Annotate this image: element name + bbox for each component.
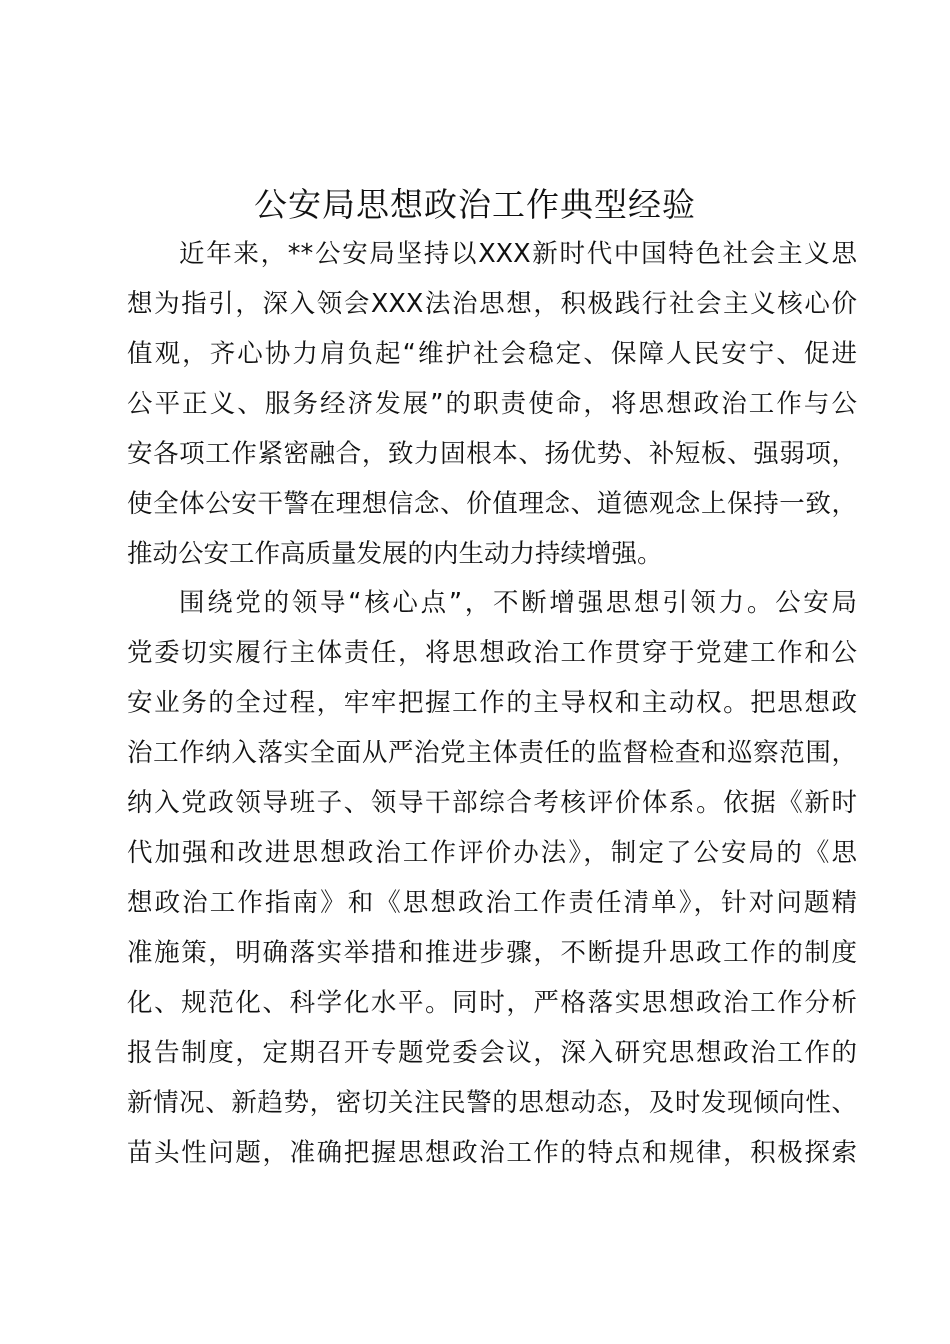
paragraph-line: 纳入党政领导班子、领导干部综合考核评价体系。依据《新时 [127,788,857,818]
paragraph-line: 使全体公安干警在理想信念、价值理念、道德观念上保持一致， [127,489,857,519]
paragraph-line: 化、规范化、科学化水平。同时，严格落实思想政治工作分析 [127,988,857,1018]
paragraph-line: 报告制度，定期召开专题党委会议，深入研究思想政治工作的 [127,1038,857,1068]
paragraph-line: 公平正义、服务经济发展”的职责使命，将思想政治工作与公 [127,389,857,419]
paragraph-line: 想政治工作指南》和《思想政治工作责任清单》，针对问题精 [127,888,857,918]
paragraph-line: 党委切实履行主体责任，将思想政治工作贯穿于党建工作和公 [127,638,857,668]
paragraph-line: 苗头性问题，准确把握思想政治工作的特点和规律，积极探索 [127,1138,857,1168]
paragraph-line: 值观，齐心协力肩负起“维护社会稳定、保障人民安宁、促进 [127,339,857,369]
paragraph-line: 安各项工作紧密融合，致力固根本、扬优势、补短板、强弱项， [127,439,857,469]
paragraph-line: 安业务的全过程，牢牢把握工作的主导权和主动权。把思想政 [127,688,857,718]
paragraph-line: 推动公安工作高质量发展的内生动力持续增强。 [127,539,663,569]
paragraph-line: 新情况、新趋势，密切关注民警的思想动态，及时发现倾向性、 [127,1088,857,1118]
paragraph-line: 准施策，明确落实举措和推进步骤，不断提升思政工作的制度 [127,938,857,968]
paragraph-line: 治工作纳入落实全面从严治党主体责任的监督检查和巡察范围， [127,738,857,768]
paragraph-2 [127,578,857,1178]
paragraph-1 [127,229,857,579]
paragraph-line: 近年来，**公安局坚持以XXX新时代中国特色社会主义思 [179,239,857,269]
paragraph-line: 围绕党的领导“核心点”，不断增强思想引领力。公安局 [179,588,857,618]
paragraph-line: 想为指引，深入领会XXX法治思想，积极践行社会主义核心价 [127,289,857,319]
document-title: 公安局思想政治工作典型经验 [254,185,696,224]
paragraph-line: 代加强和改进思想政治工作评价办法》，制定了公安局的《思 [127,838,857,868]
